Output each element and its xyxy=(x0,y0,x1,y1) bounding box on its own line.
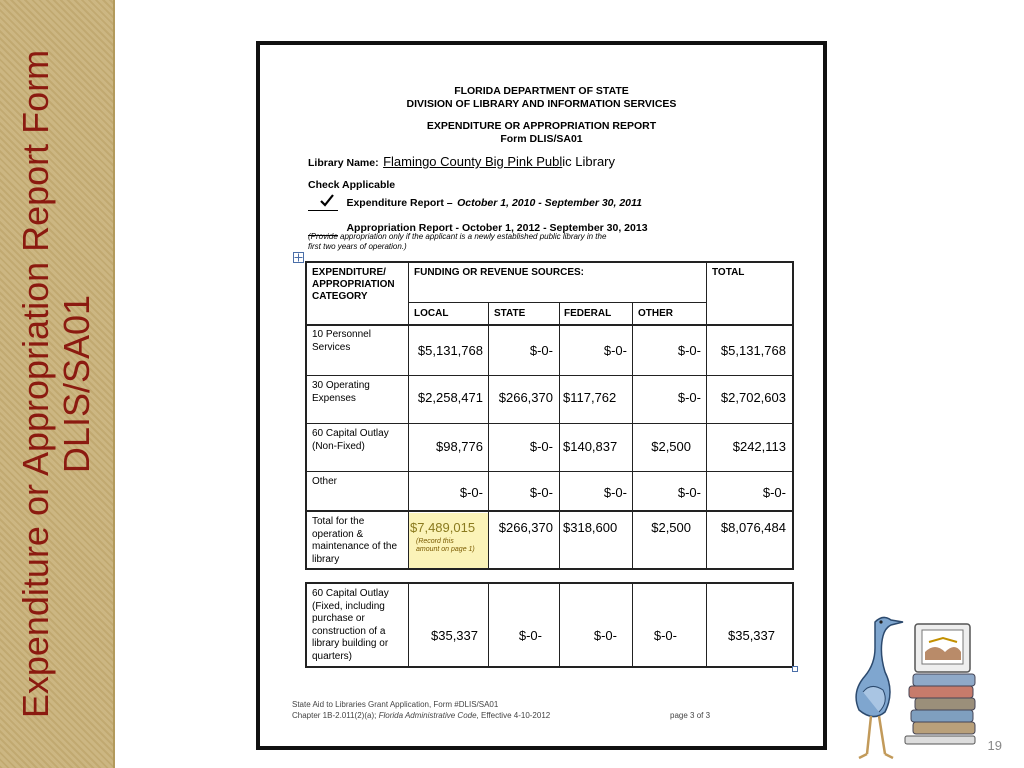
t2-federal: $-0- xyxy=(593,628,617,643)
header-line3: EXPENDITURE OR APPROPRIATION REPORT xyxy=(426,120,657,132)
row2-state: $266,370 xyxy=(498,390,553,405)
row4-local: $-0- xyxy=(459,485,483,500)
sub-state-header: STATE xyxy=(494,308,526,319)
library-name-label: Library Name: xyxy=(308,157,379,169)
table-resize-handle[interactable] xyxy=(792,666,798,672)
option1-text: Expenditure Report – xyxy=(346,197,453,209)
slide-page-number: 19 xyxy=(987,738,1002,753)
col-total-header: TOTAL xyxy=(712,267,745,278)
library-name-value-rest: ic Library xyxy=(562,154,616,169)
col-group-header: FUNDING OR REVENUE SOURCES: xyxy=(414,267,585,278)
option1-period: October 1, 2010 - September 30, 2011 xyxy=(457,197,642,209)
row3-state: $-0- xyxy=(529,439,553,454)
document-page xyxy=(256,41,827,750)
row1-other: $-0- xyxy=(677,343,701,358)
row1-federal: $-0- xyxy=(603,343,627,358)
total-local: $7,489,015 xyxy=(410,520,476,535)
row4-federal: $-0- xyxy=(603,485,627,500)
row1-total: $5,131,768 xyxy=(720,343,786,358)
note-line1: (Provide appropriation only if the applicant is a newly established public library in the xyxy=(308,232,607,241)
capital-outlay-table xyxy=(305,582,794,668)
note-line2: first two years of operation.) xyxy=(308,242,407,251)
total-row-label: Total for the operation & maintenance of the library xyxy=(312,516,398,565)
library-name-value: Flamingo County Big Pink Publ xyxy=(383,154,563,169)
col-category-header: EXPENDITURE/ APPROPRIATION CATEGORY xyxy=(312,267,395,302)
footer-page: page 3 of 3 xyxy=(670,711,711,720)
slide-title xyxy=(15,14,97,754)
header-line2: DIVISION OF LIBRARY AND INFORMATION SERVICES xyxy=(406,98,677,110)
row4-state: $-0- xyxy=(529,485,553,500)
row4-total: $-0- xyxy=(762,485,786,500)
total-total: $8,076,484 xyxy=(720,520,786,535)
row3-local: $98,776 xyxy=(436,439,483,454)
option2-text: Appropriation Report - October 1, 2012 - September 30, 2013 xyxy=(346,222,648,234)
total-state: $266,370 xyxy=(498,520,553,535)
total-other: $2,500 xyxy=(651,520,691,535)
row2-local: $2,258,471 xyxy=(417,390,483,405)
header-line1: FLORIDA DEPARTMENT OF STATE xyxy=(454,85,629,97)
row2-federal: $117,762 xyxy=(563,390,617,405)
slide-title-line1: Expenditure or Appropriation Report Form xyxy=(15,49,56,719)
checkmark-icon xyxy=(320,194,334,207)
row3-federal: $140,837 xyxy=(563,439,618,454)
sub-federal-header: FEDERAL xyxy=(564,308,612,319)
sub-local-header: LOCAL xyxy=(414,308,449,319)
t2-local: $35,337 xyxy=(431,628,478,643)
row3-other: $2,500 xyxy=(651,439,691,454)
funding-table xyxy=(305,261,794,570)
total-local-note: (Record this amount on page 1) xyxy=(416,538,475,553)
sub-other-header: OTHER xyxy=(638,308,673,319)
row1-state: $-0- xyxy=(529,343,553,358)
library-name-row xyxy=(308,153,615,171)
row2-total: $2,702,603 xyxy=(720,390,786,405)
footer-line1: State Aid to Libraries Grant Application, Form #DLIS/SA01 xyxy=(292,700,499,709)
row2-other: $-0- xyxy=(677,390,701,405)
t2-state: $-0- xyxy=(518,628,542,643)
check-applicable-label: Check Applicable xyxy=(308,179,396,191)
slide-title-line2: DLIS/SA01 xyxy=(56,294,97,474)
table-row-label: 60 Capital Outlay (Non-Fixed) xyxy=(312,428,389,452)
t2-total: $35,337 xyxy=(728,628,775,643)
table-row-label: 10 Personnel Services xyxy=(312,329,371,353)
table-row-label: 30 Operating Expenses xyxy=(312,380,370,404)
heron-library-clipart xyxy=(845,612,985,762)
row4-other: $-0- xyxy=(677,485,701,500)
table-row-label: Other xyxy=(312,476,338,487)
option-expenditure xyxy=(308,193,642,211)
t2-other: $-0- xyxy=(653,628,677,643)
row1-local: $5,131,768 xyxy=(417,343,483,358)
row3-total: $242,113 xyxy=(732,439,786,454)
footer-line2: Chapter 1B-2.011(2)(a); Florida Administrative Code, Effective 4-10-2012 xyxy=(292,711,551,720)
total-federal: $318,600 xyxy=(563,520,618,535)
header-line4: Form DLIS/SA01 xyxy=(500,133,583,145)
move-handle-icon[interactable] xyxy=(293,252,304,263)
capital-outlay-label: 60 Capital Outlay (Fixed, including purchase or construction of a library building or quarters) xyxy=(312,588,389,662)
